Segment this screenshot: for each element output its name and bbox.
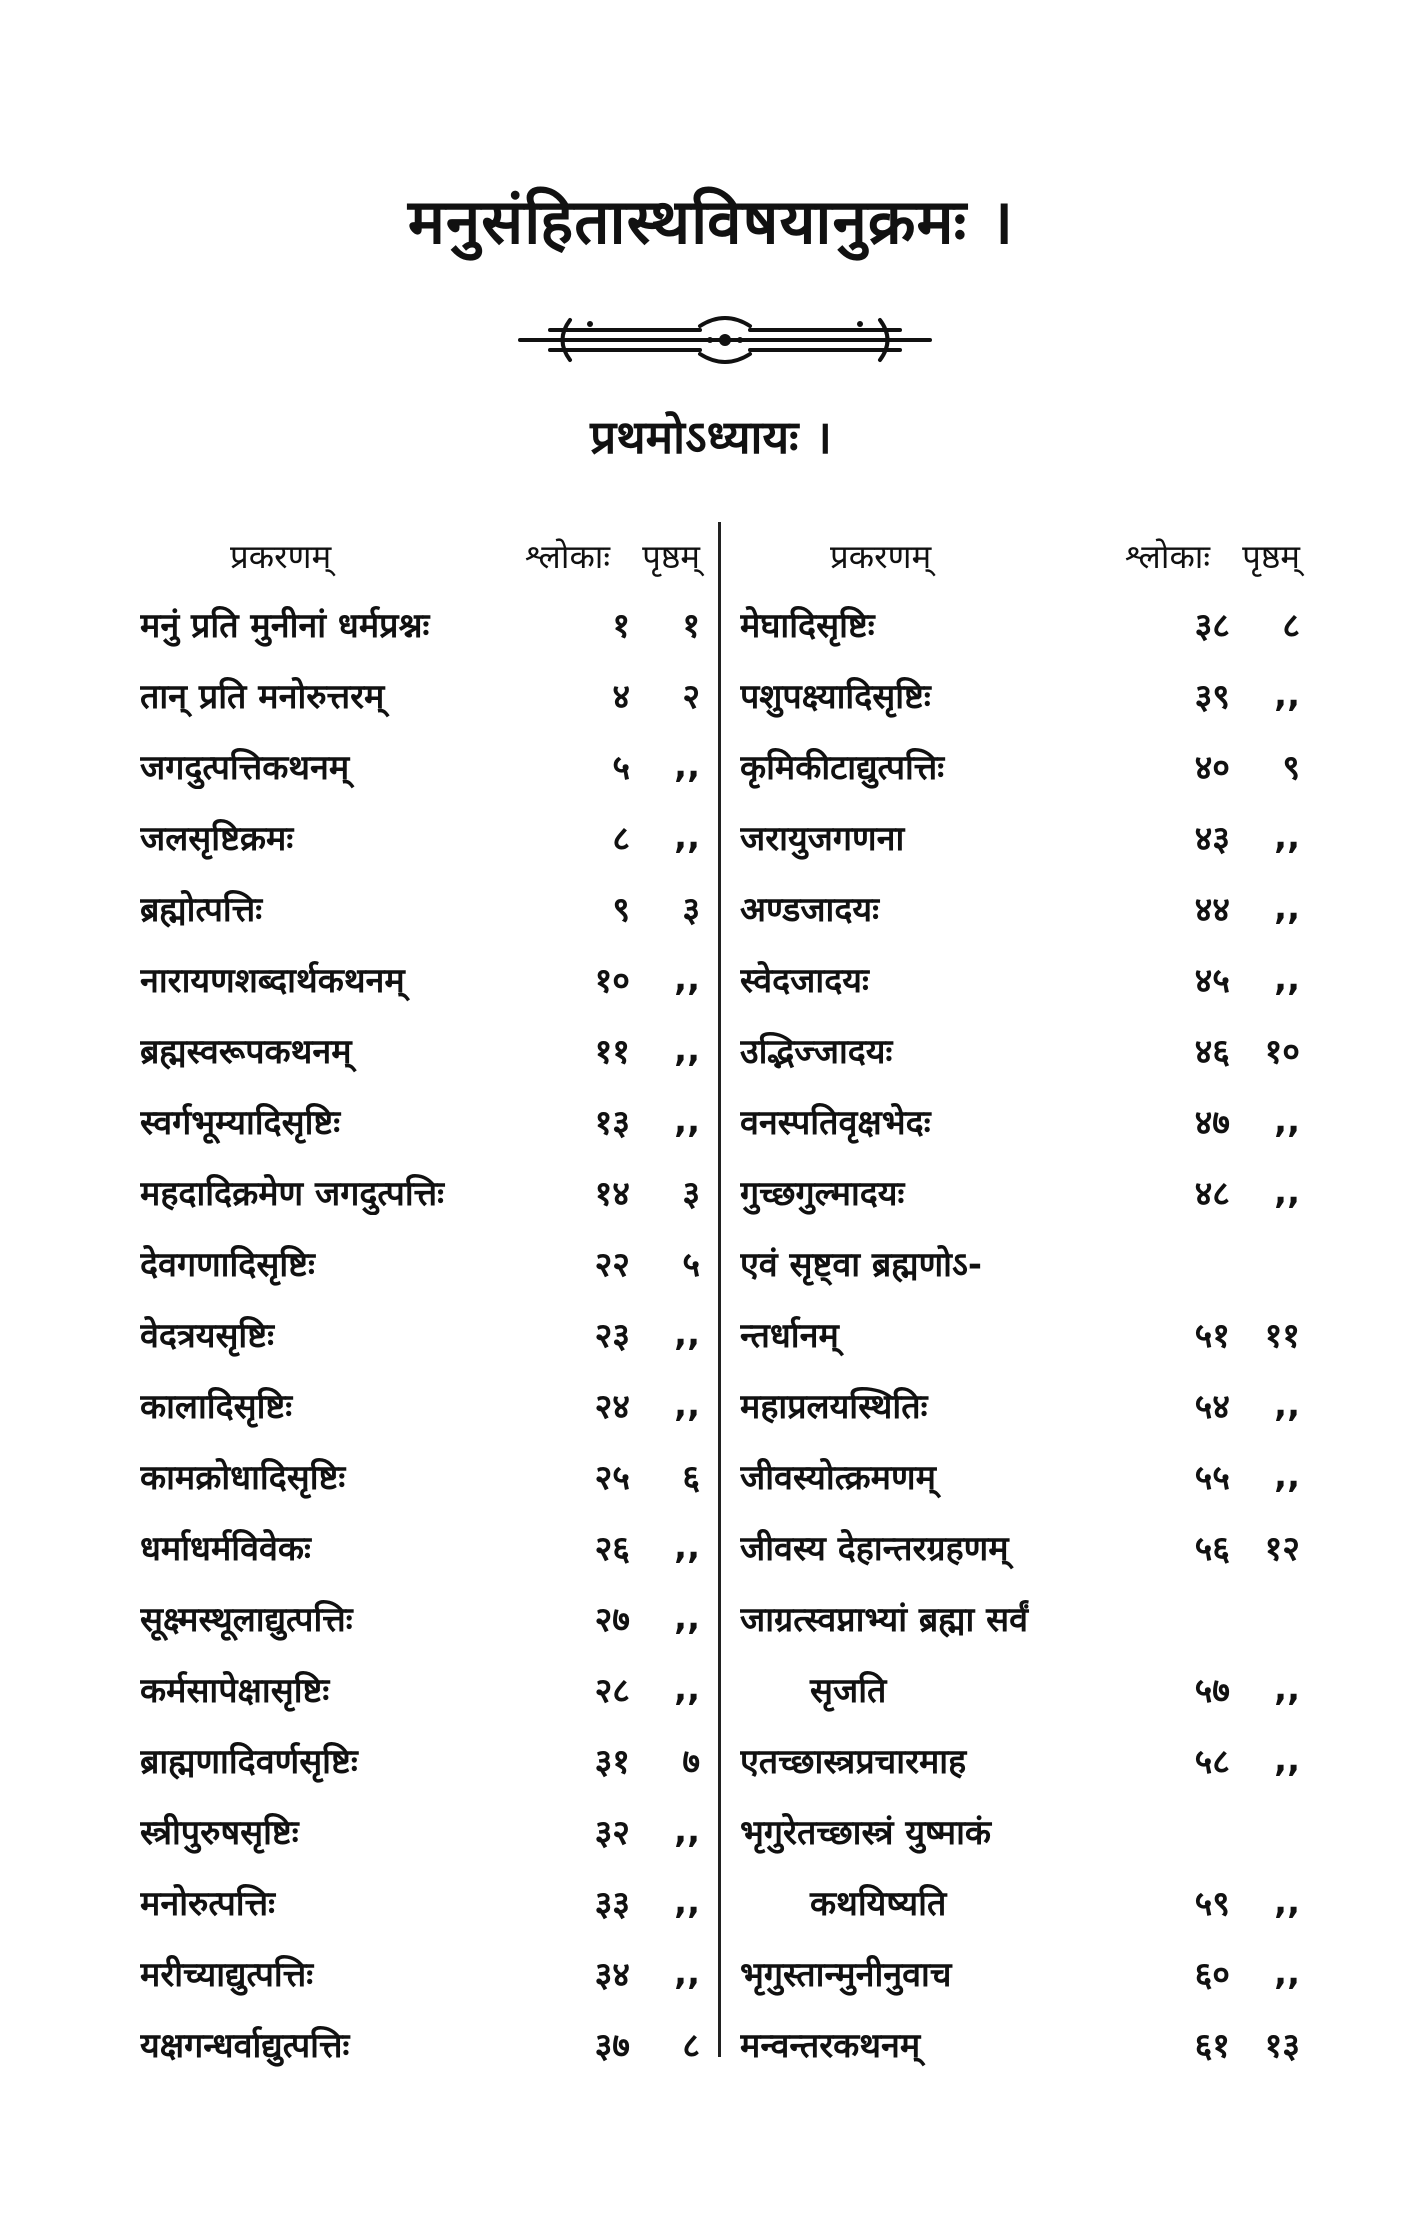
sloka-number: १०	[594, 960, 630, 1001]
topic: कर्मसापेक्षासृष्टिः	[140, 1670, 330, 1711]
page-number: ,,	[674, 1597, 700, 1638]
sloka-number: ५८	[1194, 1741, 1230, 1782]
sloka-number: १४	[594, 1173, 630, 1214]
page-number: ,,	[674, 958, 700, 999]
sloka-number: ३७	[594, 2025, 630, 2066]
toc-row	[740, 659, 1300, 730]
topic: कालादिसृष्टिः	[140, 1386, 293, 1427]
toc-row	[140, 659, 700, 730]
page-number: ,,	[1274, 674, 1300, 715]
toc-right-column	[740, 522, 1300, 2079]
sloka-number: ११	[594, 1031, 630, 1072]
topic: धर्माधर्मविवेकः	[140, 1528, 311, 1569]
page-number: ३	[682, 889, 700, 930]
page-number: ९	[1282, 747, 1300, 788]
page-number: ,,	[674, 1810, 700, 1851]
topic: अण्डजादयः	[740, 889, 879, 930]
toc-row	[740, 1653, 1300, 1724]
toc-row	[740, 1014, 1300, 1085]
topic: स्वेदजादयः	[740, 960, 869, 1001]
toc-row	[140, 1156, 700, 1227]
page-number: ,,	[1274, 887, 1300, 928]
page-number: ,,	[1274, 1881, 1300, 1922]
topic: मरीच्याद्युत्पत्तिः	[140, 1954, 314, 1995]
sloka-number: ८	[612, 818, 630, 859]
toc-row	[140, 1440, 700, 1511]
topic: गुच्छगुल्मादयः	[740, 1173, 905, 1214]
toc-row	[740, 1440, 1300, 1511]
sloka-number: ९	[612, 889, 630, 930]
header-page: पृष्ठम्	[642, 536, 700, 576]
topic: जीवस्य देहान्तरग्रहणम्	[740, 1528, 1009, 1569]
topic: देवगणादिसृष्टिः	[140, 1244, 315, 1285]
sloka-number: २६	[594, 1528, 630, 1569]
page-number: ,,	[1274, 1668, 1300, 1709]
page-number: १०	[1264, 1031, 1300, 1072]
header-topic: प्रकरणम्	[230, 536, 332, 576]
topic: भृगुस्तान्मुनीनुवाच	[740, 1954, 952, 1995]
toc-row	[740, 943, 1300, 1014]
page-number: ,,	[1274, 816, 1300, 857]
topic: न्तर्धानम्	[740, 1315, 839, 1356]
sloka-number: ३३	[594, 1883, 630, 1924]
page-number: १२	[1264, 1528, 1300, 1569]
page-number: ,,	[1274, 1455, 1300, 1496]
page-number: ७	[682, 1741, 700, 1782]
page-number: ,,	[674, 1881, 700, 1922]
page-number: ,,	[674, 816, 700, 857]
toc-row	[740, 1156, 1300, 1227]
page-number: ,,	[674, 1313, 700, 1354]
topic: पशुपक्ष्यादिसृष्टिः	[740, 676, 931, 717]
sloka-number: ५१	[1194, 1315, 1230, 1356]
toc-row	[740, 730, 1300, 801]
page-number: ,,	[674, 1668, 700, 1709]
topic: एतच्छास्त्रप्रचारमाह	[740, 1741, 967, 1782]
toc-row	[740, 1369, 1300, 1440]
topic: जरायुजगणना	[740, 818, 905, 859]
sloka-number: २७	[594, 1599, 630, 1640]
sloka-number: ५७	[1194, 1670, 1230, 1711]
toc-row	[140, 1653, 700, 1724]
topic: जीवस्योत्क्रमणम्	[740, 1457, 936, 1498]
page-number: ५	[682, 1244, 700, 1285]
toc-row	[140, 1298, 700, 1369]
toc-row	[740, 1724, 1300, 1795]
sloka-number: १	[612, 605, 630, 646]
page-number: ,,	[674, 1952, 700, 1993]
topic: यक्षगन्धर्वाद्युत्पत्तिः	[140, 2025, 350, 2066]
topic: वेदत्रयसृष्टिः	[140, 1315, 274, 1356]
toc-row	[740, 2008, 1300, 2079]
toc-row	[740, 872, 1300, 943]
topic: मनोरुत्पत्तिः	[140, 1883, 275, 1924]
sloka-number: ४८	[1194, 1173, 1230, 1214]
toc-row	[140, 730, 700, 801]
toc-row	[140, 872, 700, 943]
header-topic: प्रकरणम्	[830, 536, 932, 576]
topic: कथयिष्यति	[810, 1883, 947, 1924]
sloka-number: ४०	[1194, 747, 1230, 788]
toc-row	[740, 1866, 1300, 1937]
toc-row	[140, 1937, 700, 2008]
sloka-number: ५६	[1194, 1528, 1230, 1569]
sloka-number: ४५	[1194, 960, 1230, 1001]
topic: भृगुरेतच्छास्त्रं युष्माकं	[740, 1812, 992, 1853]
sloka-number: ३८	[1194, 605, 1230, 646]
topic: तान् प्रति मनोरुत्तरम्	[140, 676, 385, 717]
sloka-number: ४६	[1194, 1031, 1230, 1072]
header-sloka: श्लोकाः	[1124, 536, 1210, 576]
toc-row	[140, 2008, 700, 2079]
page-number: ,,	[1274, 1171, 1300, 1212]
topic: कामक्रोधादिसृष्टिः	[140, 1457, 346, 1498]
toc-row	[740, 1085, 1300, 1156]
toc-left-column	[140, 522, 700, 2079]
page-number: ,,	[1274, 1384, 1300, 1425]
sloka-number: ३४	[594, 1954, 630, 1995]
sloka-number: ६१	[1194, 2025, 1230, 2066]
topic: सूक्ष्मस्थूलाद्युत्पत्तिः	[140, 1599, 353, 1640]
toc-row	[140, 1511, 700, 1582]
toc-row	[140, 1866, 700, 1937]
toc-row	[740, 1227, 1300, 1298]
topic: मनुं प्रति मुनीनां धर्मप्रश्नः	[140, 605, 430, 646]
topic: एवं सृष्ट्वा ब्रह्मणोऽ-	[740, 1244, 982, 1285]
toc-row	[740, 588, 1300, 659]
ornament-divider-icon	[510, 300, 940, 380]
page-title: मनुसंहितास्थविषयानुक्रमः ।	[407, 185, 1015, 258]
page-number: ,,	[674, 1526, 700, 1567]
sloka-number: ५४	[1194, 1386, 1230, 1427]
topic: ब्राह्मणादिवर्णसृष्टिः	[140, 1741, 358, 1782]
toc-row	[740, 1511, 1300, 1582]
toc-row	[140, 1369, 700, 1440]
toc-row	[140, 1582, 700, 1653]
toc-row	[140, 588, 700, 659]
sloka-number: ५५	[1194, 1457, 1230, 1498]
sloka-number: ६०	[1194, 1954, 1230, 1995]
toc-row	[140, 943, 700, 1014]
topic: ब्रह्मस्वरूपकथनम्	[140, 1031, 352, 1072]
toc-row	[140, 1227, 700, 1298]
page-number: ,,	[1274, 958, 1300, 999]
page-number: ,,	[674, 1100, 700, 1141]
page-number: २	[682, 676, 700, 717]
topic: महदादिक्रमेण जगदुत्पत्तिः	[140, 1173, 445, 1214]
topic: स्त्रीपुरुषसृष्टिः	[140, 1812, 299, 1853]
column-divider	[718, 522, 721, 2057]
topic: जलसृष्टिक्रमः	[140, 818, 294, 859]
sloka-number: २३	[594, 1315, 630, 1356]
toc-row	[140, 1085, 700, 1156]
sloka-number: २२	[594, 1244, 630, 1285]
page-number: १	[682, 605, 700, 646]
topic: महाप्रलयस्थितिः	[740, 1386, 928, 1427]
column-header	[740, 522, 1300, 588]
page-number: ३	[682, 1173, 700, 1214]
page-number: ,,	[1274, 1739, 1300, 1780]
toc-row	[740, 801, 1300, 872]
toc-row	[740, 1795, 1300, 1866]
sloka-number: ३९	[1194, 676, 1230, 717]
page-number: ६	[682, 1457, 700, 1498]
header-page: पृष्ठम्	[1242, 536, 1300, 576]
toc-row	[740, 1937, 1300, 2008]
sloka-number: ५९	[1194, 1883, 1230, 1924]
toc-row	[740, 1582, 1300, 1653]
page-number: ११	[1264, 1315, 1300, 1356]
topic: ब्रह्मोत्पत्तिः	[140, 889, 263, 930]
topic: स्वर्गभूम्यादिसृष्टिः	[140, 1102, 341, 1143]
topic: कृमिकीटाद्युत्पत्तिः	[740, 747, 945, 788]
sloka-number: २५	[594, 1457, 630, 1498]
page-number: १३	[1264, 2025, 1300, 2066]
sloka-number: ४३	[1194, 818, 1230, 859]
sloka-number: ४	[612, 676, 630, 717]
topic: नारायणशब्दार्थकथनम्	[140, 960, 405, 1001]
chapter-heading: प्रथमोऽध्यायः ।	[590, 410, 832, 464]
sloka-number: ४७	[1194, 1102, 1230, 1143]
column-header	[140, 522, 700, 588]
page-number: ,,	[1274, 1100, 1300, 1141]
page-number: ८	[682, 2025, 700, 2066]
topic: जगदुत्पत्तिकथनम्	[140, 747, 350, 788]
toc-row	[140, 1795, 700, 1866]
header-sloka: श्लोकाः	[524, 536, 610, 576]
topic: मन्वन्तरकथनम्	[740, 2025, 921, 2066]
toc-row	[740, 1298, 1300, 1369]
page-number: ,,	[674, 745, 700, 786]
sloka-number: ५	[612, 747, 630, 788]
sloka-number: २४	[594, 1386, 630, 1427]
toc-row	[140, 801, 700, 872]
sloka-number: २८	[594, 1670, 630, 1711]
sloka-number: ३१	[594, 1741, 630, 1782]
sloka-number: १३	[594, 1102, 630, 1143]
topic: सृजति	[810, 1670, 887, 1711]
topic: जाग्रत्स्वप्नाभ्यां ब्रह्मा सर्वं	[740, 1599, 1029, 1640]
page-number: ,,	[674, 1029, 700, 1070]
page-number: ,,	[674, 1384, 700, 1425]
sloka-number: ४४	[1194, 889, 1230, 930]
page-number: ,,	[1274, 1952, 1300, 1993]
toc-row	[140, 1724, 700, 1795]
sloka-number: ३२	[594, 1812, 630, 1853]
topic: उद्भिज्जादयः	[740, 1031, 893, 1072]
page-number: ८	[1282, 605, 1300, 646]
topic: वनस्पतिवृक्षभेदः	[740, 1102, 931, 1143]
toc-row	[140, 1014, 700, 1085]
topic: मेघादिसृष्टिः	[740, 605, 875, 646]
